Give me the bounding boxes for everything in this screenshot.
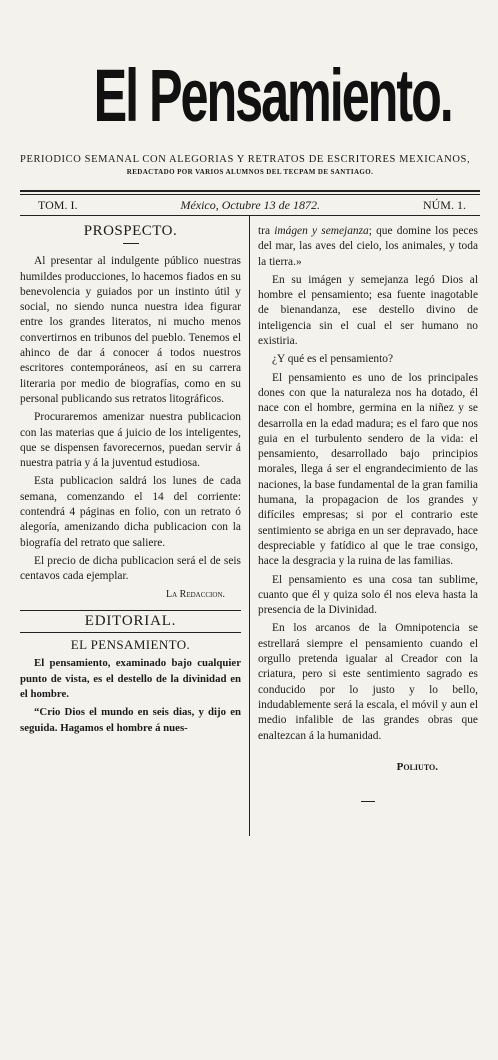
newspaper-subtitle: PERIODICO SEMANAL CON ALEGORIAS Y RETRATOS DE ESCRITORES MEXICANOS, <box>20 154 471 165</box>
continuation-emphasis: imágen y semejanza <box>274 225 369 237</box>
article-paragraph-4: El pensamiento es una cosa tan sublime, cuanto que él y quiza solo él nos eleva hasta la presencia de la Divinidad. <box>258 573 478 617</box>
newspaper-title: El Pensamiento. <box>93 54 452 137</box>
article-heading: EL PENSAMIENTO. <box>70 637 191 653</box>
article-paragraph-2: ¿Y qué es el pensamiento? <box>272 353 394 366</box>
short-divider <box>123 243 139 244</box>
article-columns <box>20 215 480 836</box>
article-intro: El pensamiento, examinado bajo cualquier punto de vista, es el destello de la divinidad en el hombre. <box>20 657 241 701</box>
issue-info-row <box>20 195 480 215</box>
right-column <box>250 216 480 836</box>
author-signature: Poliuto. <box>396 760 438 773</box>
prospecto-paragraph-4: El precio de dicha publicacion será el de seis centavos cada ejemplar. <box>20 554 241 583</box>
prospecto-heading: PROSPECTO. <box>83 223 178 239</box>
article-paragraph-3: El pensamiento es uno de los principales dones con que la naturaleza nos ha dotado, él nace con el hombre, germina en la niñez y se desarrolla en la edad madura; es el faro que nos guia en el turbulento sendero de la vida: el pensamiento, desarrollado bajo principios morales, llega á ser el engrandecimiento de las naciones, la base fundamental de la gran familia humana, la propagacion de los grandes y difíciles empresas; si por el contrario este sentimiento se abriga en un ser depravado, hace despreciable y fatídico al que le trae consigo, hace la desgracia y la ruina de las familias. <box>258 371 478 568</box>
left-column <box>20 216 250 836</box>
masthead <box>20 0 480 176</box>
editorial-heading: EDITORIAL. <box>20 610 241 633</box>
end-dash <box>361 801 375 802</box>
prospecto-paragraph-3: Esta publicacion saldrá los lunes de cada semana, comenzando el 14 del corriente: contendrá 4 páginas en folio, con un retrato ó alegoría, amenizando dicha publicacion con la biografía del retrato que saliere. <box>20 475 241 549</box>
top-rule <box>20 190 480 192</box>
redaction-line: REDACTADO POR VARIOS ALUMNOS DEL TECPAM DE SANTIAGO. <box>126 168 374 176</box>
issue-date: México, Octubre 13 de 1872. <box>180 198 320 212</box>
article-continuation <box>258 224 478 270</box>
volume-label: TOM. I. <box>38 198 78 212</box>
prospecto-signature: La Redaccion. <box>166 588 225 600</box>
issue-number: NÚM. 1. <box>422 198 466 212</box>
article-paragraph-5: En los arcanos de la Omnipotencia se estrellará siempre el pensamiento cuando el orgullo pretenda igualar al Creador con la criatura, pero si este sentimiento sagrado es conducido por lo justo y lo bello, indudablemente será la escala, el móvil y aun el medio infalible de las grandes obras que enaltezcan á la humanidad. <box>258 622 478 742</box>
article-paragraph-1: En su imágen y semejanza legó Dios al hombre el pensamiento; esa fuente inagotable de bienandanza, ese destello divino de inteligencia sin el cual el ser humano no existiria. <box>258 273 478 348</box>
continuation-text-a: tra <box>258 225 275 237</box>
prospecto-paragraph-1: Al presentar al indulgente público nuestras humildes producciones, lo hacemos fiados en su benevolencia y guiados por un instinto útil y social, no siendo nunca nuestra idea figurar entre los grandes literatos, ni mucho menos convertirnos en tribunos del pueblo. Tenemos el ahinco de dar á conocer á todos nuestros escritores contemporáneos, así en su carrera literaria por medio de biografías, como en su personal publicando sus retratos litográficos. <box>20 255 241 405</box>
article-start: “Crio Dios el mundo en seis dias, y dijo en seguida. Hagamos el hombre á nues- <box>20 706 241 734</box>
continuation-text-b: ; que domine los peces del mar, las aves del cielo, los animales, y toda la tierra.» <box>258 225 478 268</box>
prospecto-paragraph-2: Procuraremos amenizar nuestra publicacion con las materias que á juicio de los inteligentes, que se dispensen favorecernos, puedan servir á nuestra patria y á la juventud estudiosa. <box>20 411 241 470</box>
